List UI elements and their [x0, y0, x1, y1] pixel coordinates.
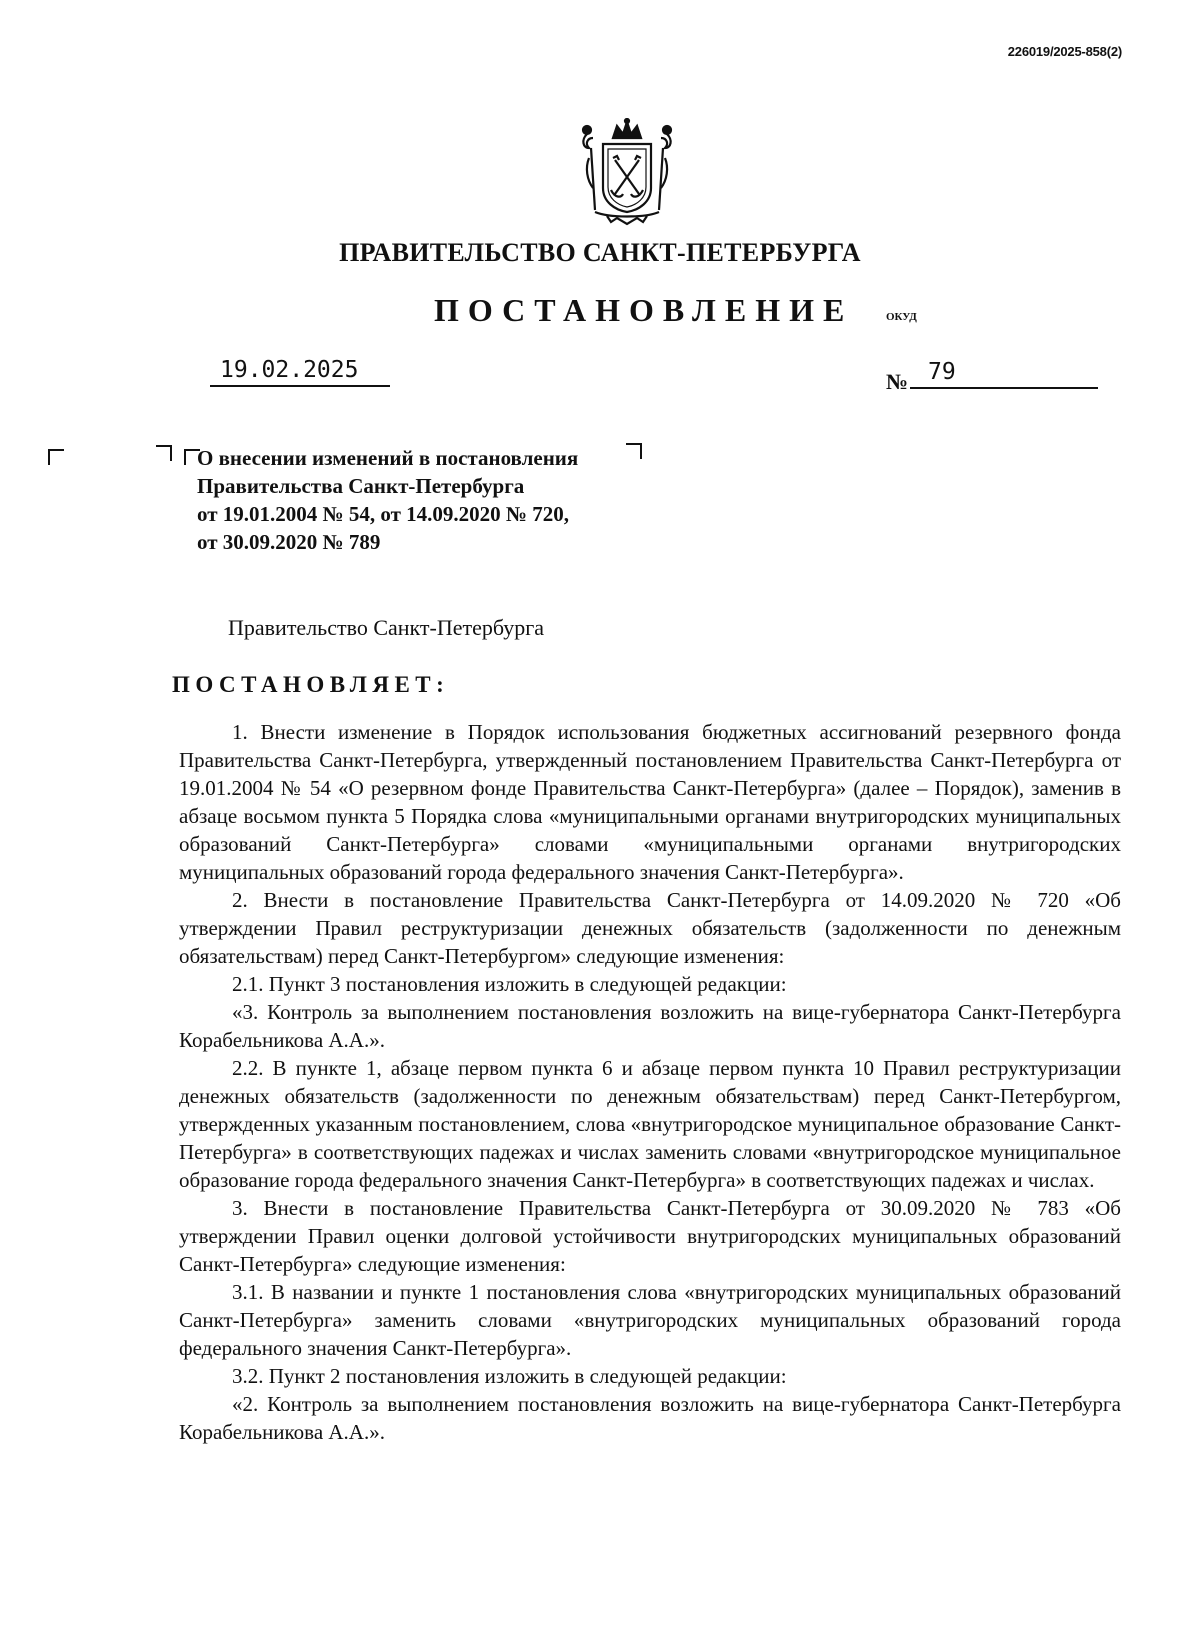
paragraph-3-2: 3.2. Пункт 2 постановления изложить в следующей редакции: [232, 1364, 787, 1388]
document-subject [197, 444, 578, 556]
document-registration-number: 226019/2025-858(2) [1007, 44, 1122, 59]
document-date: 19.02.2025 [210, 357, 390, 387]
paragraph-2-1-text: «3. Контроль за выполнением постановления возложить на вице-губернатора Санкт-Петербурга Корабельникова А.А.». [179, 1000, 1121, 1052]
okud-label: ОКУД [886, 311, 917, 323]
paragraph-1: 1. Внести изменение в Порядок использования бюджетных ассигнований резервного фонда Правительства Санкт-Петербурга, утвержденный постановлением Правительства Санкт-Петербурга от 19.01.2004 № 54 «О резервном фонде Правительства Санкт-Петербурга» (далее – Порядок), заменив в абзаце восьмом пункта 5 Порядка слова «муниципальными органами внутригородских муниципальных образований Санкт-Петербурга» словами «муниципальными органами внутригородских муниципальных образований города федерального значения Санкт-Петербурга». [179, 720, 1121, 884]
subject-line: от 30.09.2020 № 789 [197, 530, 381, 554]
paragraph-2: 2. Внести в постановление Правительства Санкт-Петербурга от 14.09.2020 № 720 «Об утверждении Правил реструктуризации денежных обязательств (задолженности по денежным обязательствам) перед Санкт-Петербургом» следующие изменения: [179, 888, 1121, 968]
decrees-heading: ПОСТАНОВЛЯЕТ: [172, 672, 450, 697]
coat-of-arms-icon [573, 118, 681, 226]
paragraph-2-1: 2.1. Пункт 3 постановления изложить в следующей редакции: [232, 972, 787, 996]
subject-line: от 19.01.2004 № 54, от 14.09.2020 № 720, [197, 502, 570, 526]
corner-mark-right [626, 443, 642, 459]
corner-mark-left [48, 449, 64, 465]
subject-line: О внесении изменений в постановления [197, 446, 579, 470]
organization-title: ПРАВИТЕЛЬСТВО САНКТ-ПЕТЕРБУРГА [339, 238, 861, 267]
paragraph-3: 3. Внести в постановление Правительства Санкт-Петербурга от 30.09.2020 № 783 «Об утверждении Правил оценки долговой устойчивости внутригородских муниципальных образований Санкт-Петербурга» следующие изменения: [179, 1196, 1121, 1276]
document-type-title: ПОСТАНОВЛЕНИЕ [434, 292, 854, 328]
number-label: № [886, 369, 909, 394]
preamble-government: Правительство Санкт-Петербурга [228, 615, 545, 640]
paragraph-2-2: 2.2. В пункте 1, абзаце первом пункта 6 и абзаце первом пункта 10 Правил реструктуризации денежных обязательств (задолженности по денежным обязательствам) перед Санкт-Петербургом, утвержденных указанным постановлением, слова «внутригородское муниципальное образование Санкт-Петербурга» в соответствующих падежах и числах заменить словами «внутригородское муниципальное образование города федерального значения Санкт-Петербурга» в соответствующих падежах и числах. [179, 1056, 1121, 1192]
paragraph-3-2-text: «2. Контроль за выполнением постановления возложить на вице-губернатора Санкт-Петербурга Корабельникова А.А.». [179, 1392, 1121, 1444]
document-number: 79 [910, 359, 1098, 389]
paragraph-3-1: 3.1. В названии и пункте 1 постановления слова «внутригородских муниципальных образований Санкт-Петербурга» заменить словами «внутригородских муниципальных образований города федерального значения Санкт-Петербурга». [179, 1280, 1121, 1360]
subject-line: Правительства Санкт-Петербурга [197, 474, 525, 498]
document-body [179, 718, 1121, 1446]
corner-mark-middle [156, 445, 172, 461]
